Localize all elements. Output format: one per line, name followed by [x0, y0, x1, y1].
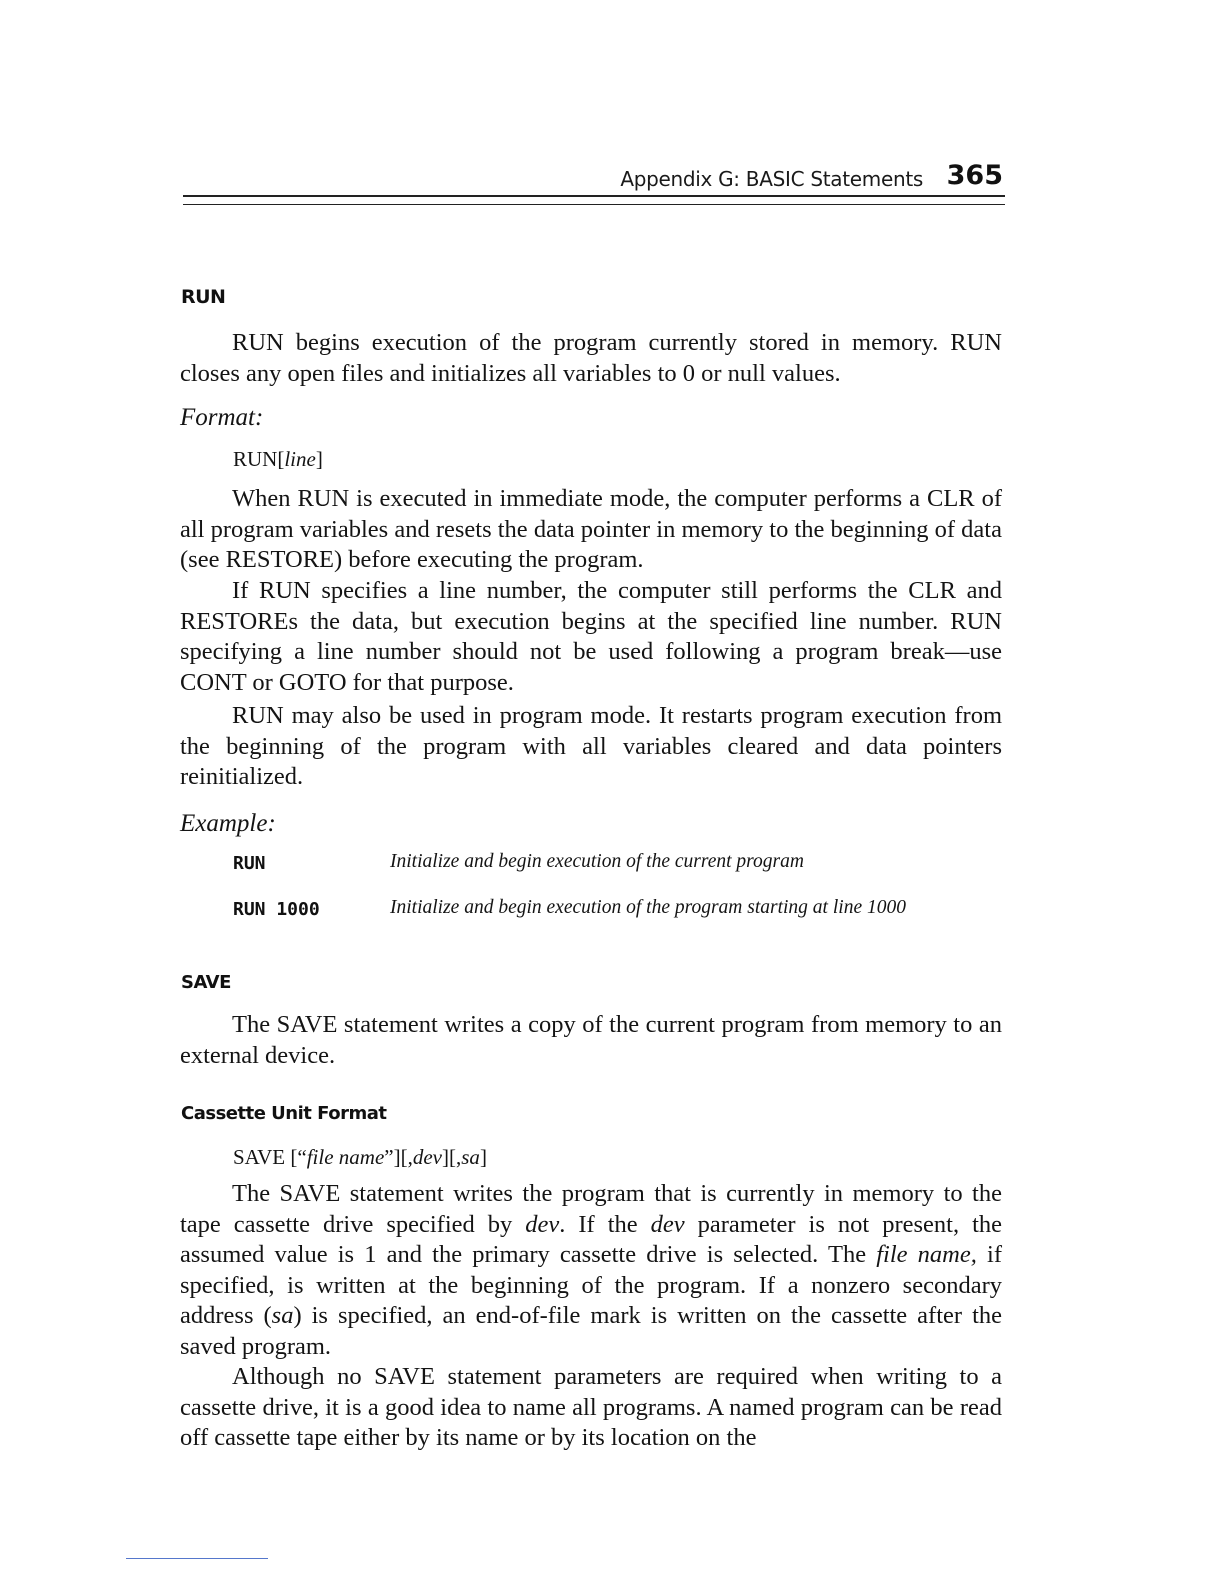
header-title: Appendix G: BASIC Statements [620, 167, 923, 191]
save-para1-dev-2: dev [650, 1210, 685, 1238]
save-intro: The SAVE statement writes a copy of the current program from memory to an external device. [180, 1011, 1002, 1069]
run-intro: RUN begins execution of the program currently stored in memory. RUN closes any open files and initializes all variables to 0 or null values. [180, 329, 1002, 387]
save-para1-part-e: ) is specified, an end-of-file mark is written on the cassette after the saved program. [180, 1302, 1003, 1360]
save-para1-file: file name, [876, 1241, 977, 1269]
save-para1-dev-1: dev [525, 1210, 560, 1238]
running-header [183, 160, 1005, 194]
run-format-label: Format: [180, 404, 264, 431]
run-example-label: Example: [180, 810, 276, 837]
header-rule-thin [183, 204, 1005, 205]
scan-artifact-line [126, 1558, 268, 1559]
save-para1-sa: sa [271, 1302, 294, 1330]
save-format-sa: sa [461, 1145, 480, 1169]
save-heading: SAVE [181, 972, 231, 993]
example-desc-1: Initialize and begin execution of the current program [390, 851, 804, 872]
save-para1-part-a: The SAVE statement writes the program that is currently in memory to the tape cassette drive specified by [180, 1180, 1002, 1238]
run-format-cmd: RUN [233, 447, 278, 471]
save-para-1 [180, 1179, 1002, 1363]
example-code-2: RUN 1000 [233, 899, 320, 920]
save-format-dev: dev [412, 1145, 442, 1169]
example-code-1: RUN [233, 853, 266, 874]
page-number: 365 [946, 160, 1003, 191]
cassette-subheading: Cassette Unit Format [181, 1103, 387, 1124]
run-format-arg: line [284, 447, 316, 471]
header-rule-thick [183, 195, 1005, 197]
save-format-syntax: SAVE [“file name”][,dev][,sa] [233, 1145, 487, 1169]
run-para-2: If RUN specifies a line number, the computer still performs the CLR and RESTOREs the data, but execution begins at the specified line number. RUN specifying a line number should not be used following a program break—use CONT or GOTO for that purpose. [180, 577, 1002, 696]
run-para-3: RUN may also be used in program mode. It restarts program execution from the beginning of the program with all variables cleared and data pointers reinitialized. [180, 702, 1002, 791]
save-para1-part-b: . If the [559, 1210, 651, 1238]
save-format-cmd: SAVE [233, 1145, 286, 1169]
run-para-1: When RUN is executed in immediate mode, the computer performs a CLR of all program variables and resets the data pointer in memory to the beginning of data (see RESTORE) before executing the program. [180, 485, 1002, 574]
save-para-2: Although no SAVE statement parameters are required when writing to a cassette drive, it is a good idea to name all programs. A named program can be read off cassette tape either by its name or by its location on the [180, 1363, 1002, 1452]
run-heading: RUN [181, 286, 226, 308]
save-para1-part-c: parameter is not present, the assumed value is 1 and the primary cassette drive is selected. The [180, 1210, 1002, 1269]
save-format-file: file name [306, 1145, 385, 1169]
save-para1-part-d: if specified, is written at the beginning of the program. If a nonzero secondary address ( [180, 1241, 1002, 1330]
run-format-syntax: RUN[line] [233, 447, 323, 471]
example-desc-2: Initialize and begin execution of the program starting at line 1000 [390, 897, 906, 918]
